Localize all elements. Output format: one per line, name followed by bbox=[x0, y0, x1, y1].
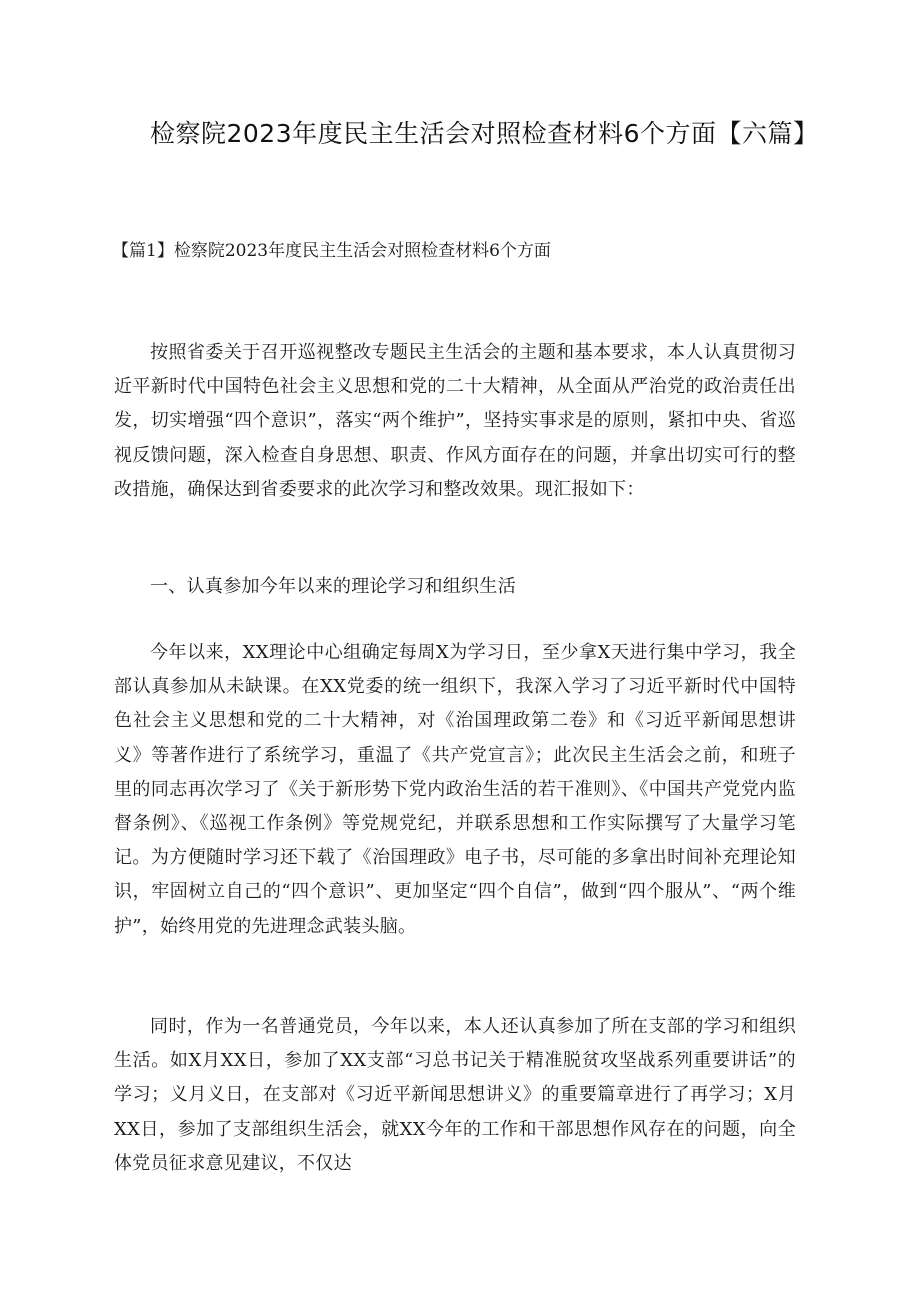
section-heading: 【篇1】检察院2023年度民主生活会对照检查材料6个方面 bbox=[112, 241, 551, 261]
study-paragraph: 今年以来，XX理论中心组确定每周X为学习日，至少拿X天进行集中学习，我全部认真参加从未缺课。在XX党委的统一组织下，我深入学习了习近平新时代中国特色社会主义思想和党的二十大精神，对《治国理政第二卷》和《习近平新闻思想讲义》等著作进行了系统学习，重温了《共产党宣言》；此次民主生活会之前，和班子里的同志再次学习了《关于新形势下党内政治生活的若干准则》、《中国共产党党内监督条例》、《巡视工作条例》等党规党纪，并联系思想和工作实际撰写了大量学习笔记。为方便随时学习还下载了《治国理政》电子书，尽可能的多拿出时间补充理论知识，牢固树立自己的“四个意识”、更加坚定“四个自信”，做到“四个服从”、“两个维护”，始终用党的先进理念武装头脑。 bbox=[114, 642, 796, 937]
subheading-theory-study: 一、认真参加今年以来的理论学习和组织生活 bbox=[150, 576, 516, 597]
intro-paragraph: 按照省委关于召开巡视整改专题民主生活会的主题和基本要求，本人认真贯彻习近平新时代中国特色社会主义思想和党的二十大精神，从全面从严治党的政治责任出发，切实增强“四个意识”，落实“两个维护”，坚持实事求是的原则，紧扣中央、省巡视反馈问题，深入检查自身思想、职责、作风方面存在的问题，并拿出切实可行的整改措施，确保达到省委要求的此次学习和整改效果。现汇报如下： bbox=[114, 342, 796, 500]
document-title: 检察院2023年度民主生活会对照检查材料6个方面【六篇】 bbox=[150, 119, 819, 148]
branch-activity-paragraph: 同时，作为一名普通党员，今年以来，本人还认真参加了所在支部的学习和组织生活。如X月XX日，参加了XX支部“习总书记关于精准脱贫攻坚战系列重要讲话”的学习；义月义日，在支部对《习近平新闻思想讲义》的重要篇章进行了再学习；X月XX日，参加了支部组织生活会，就XX今年的工作和干部思想作风存在的问题，向全体党员征求意见建议，不仅达 bbox=[114, 1016, 796, 1174]
